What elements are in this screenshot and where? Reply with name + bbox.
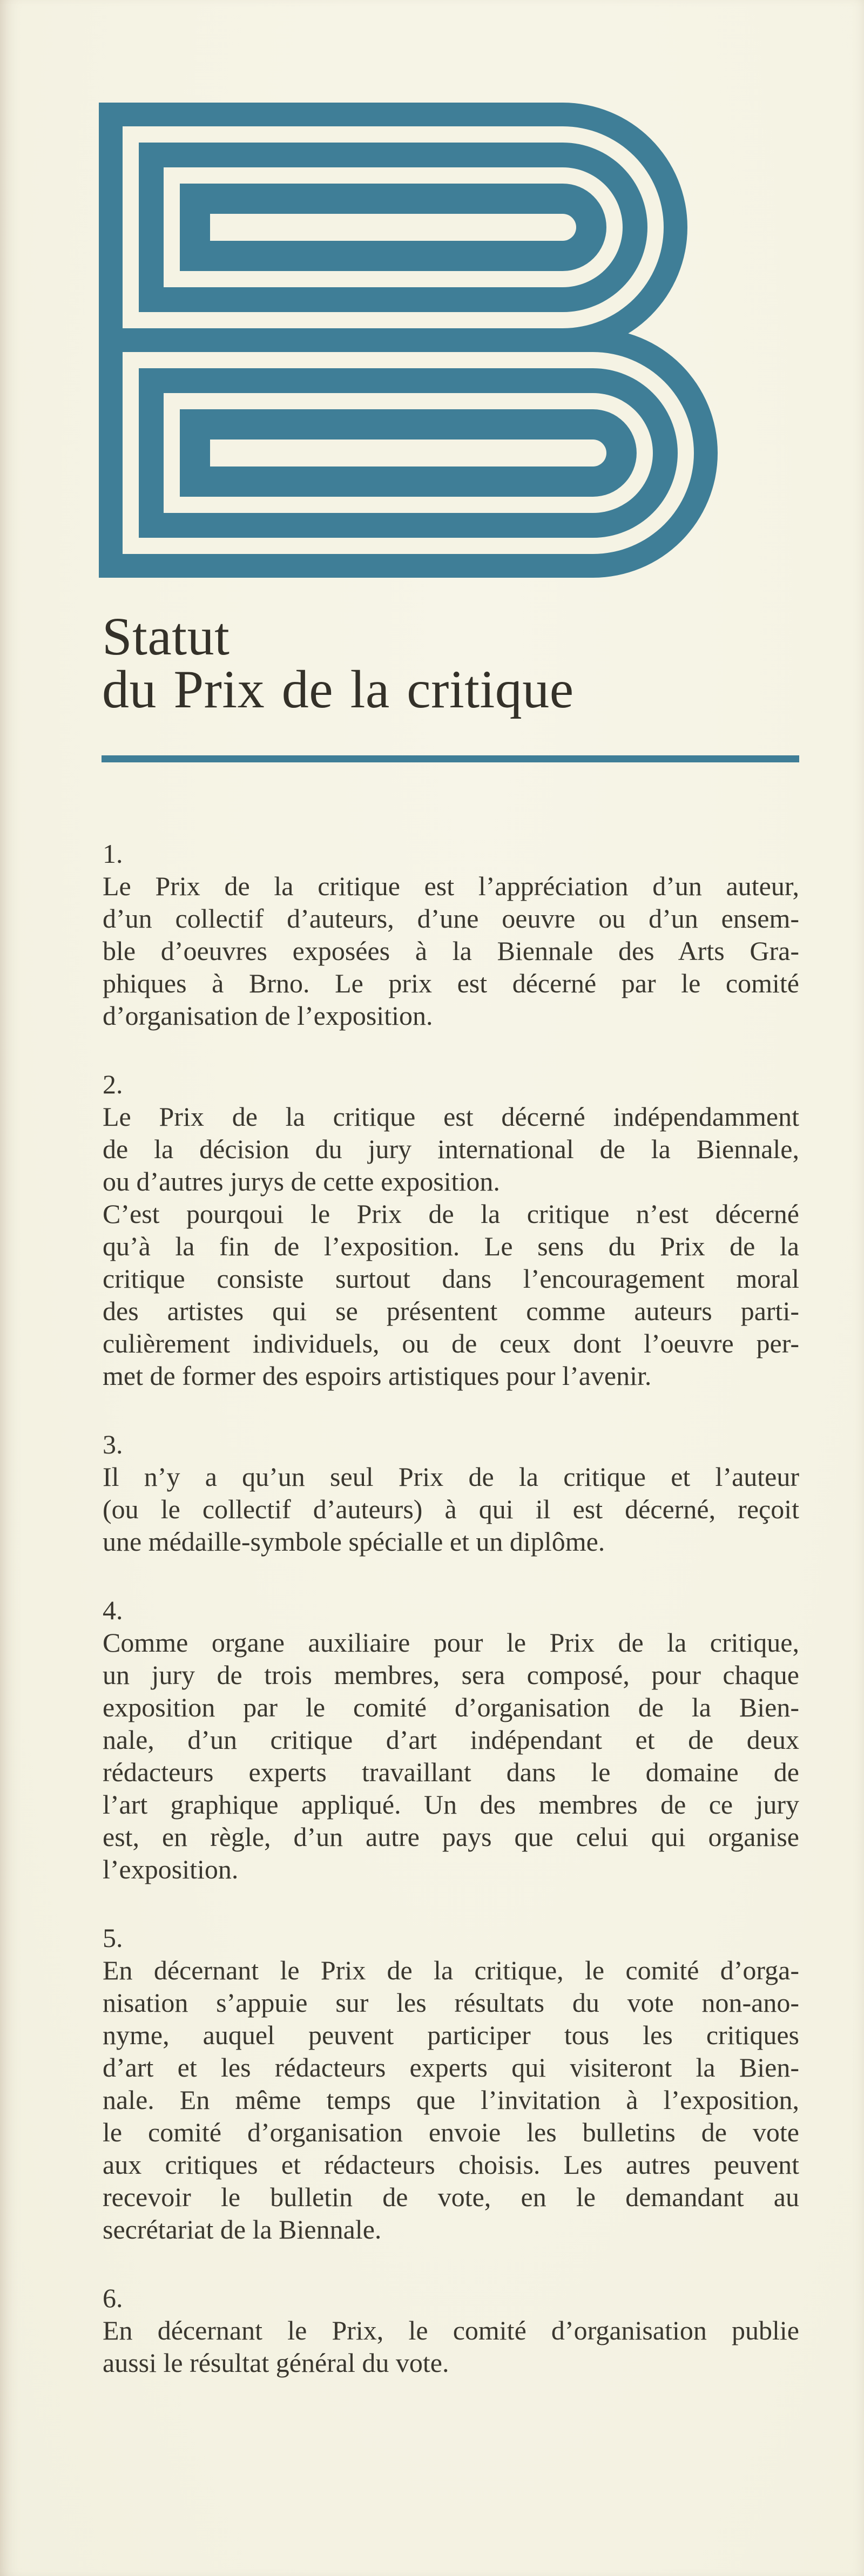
text-line: ble d’oeuvres exposées à la Biennale des Arts Gra-	[103, 936, 799, 966]
section-1	[103, 837, 799, 1032]
text-line: nale, d’un critique d’art indépendant et de deux	[103, 1725, 799, 1755]
paragraph	[103, 1626, 799, 1885]
text-line: exposition par le comité d’organisation de la Bien-	[103, 1692, 799, 1722]
paragraph	[103, 1954, 799, 2246]
text-line: Il n’y a qu’un seul Prix de la critique et l’auteur	[103, 1462, 799, 1492]
text-line: phiques à Brno. Le prix est décerné par le comité	[103, 968, 799, 998]
text-line: met de former des espoirs artistiques pour l’avenir.	[103, 1361, 652, 1391]
text-line: recevoir le bulletin de vote, en le demandant au	[103, 2182, 799, 2212]
biennale-b-logo	[99, 103, 718, 578]
b-spine	[99, 103, 123, 578]
text-line: Le Prix de la critique est décerné indépendamment	[103, 1101, 799, 1132]
paragraph	[103, 2314, 799, 2379]
paragraph	[103, 1461, 799, 1558]
text-line: d’un collectif d’auteurs, d’une oeuvre ou d’un ensem-	[103, 903, 799, 934]
section-2	[103, 1068, 799, 1392]
text-line: critique consiste surtout dans l’encouragement moral	[103, 1263, 799, 1294]
section-5	[103, 1922, 799, 2246]
text-line: secrétariat de la Biennale.	[103, 2214, 382, 2244]
text-line: nale. En même temps que l’invitation à l’exposition,	[103, 2085, 799, 2115]
text-line: le comité d’organisation envoie les bulletins de vote	[103, 2117, 799, 2147]
text-line: est, en règle, d’un autre pays que celui qui organise	[103, 1822, 799, 1852]
divider-rule	[102, 755, 799, 762]
text-line: qu’à la fin de l’exposition. Le sens du Prix de la	[103, 1231, 799, 1261]
text-line: En décernant le Prix, le comité d’organisation publie	[103, 2315, 799, 2345]
text-line: de la décision du jury international de la Biennale,	[103, 1134, 799, 1164]
b-bottom-lobe-slot	[210, 440, 606, 466]
section-number: 1.	[103, 839, 123, 869]
text-line: d’organisation de l’exposition.	[103, 1000, 433, 1031]
text-line: aux critiques et rédacteurs choisis. Les autres peuvent	[103, 2149, 799, 2180]
section-4	[103, 1594, 799, 1885]
text-line: un jury de trois membres, sera composé, pour chaque	[103, 1660, 799, 1690]
section-number: 4.	[103, 1595, 123, 1625]
paragraph	[103, 1100, 799, 1198]
text-line: l’art graphique appliqué. Un des membres de ce jury	[103, 1789, 799, 1820]
text-line: Comme organe auxiliaire pour le Prix de la critique,	[103, 1627, 799, 1658]
text-line: rédacteurs experts travaillant dans le domaine de	[103, 1757, 799, 1787]
paragraph	[103, 1198, 799, 1392]
text-line: nisation s’appuie sur les résultats du vote non-ano-	[103, 1987, 799, 2018]
section-number: 3.	[103, 1429, 123, 1459]
page-title	[102, 606, 574, 719]
title-line-1: Statut	[102, 606, 230, 666]
section-6	[103, 2282, 799, 2379]
text-line: nyme, auquel peuvent participer tous les critiques	[103, 2020, 799, 2050]
text-line: culièrement individuels, ou de ceux dont l’oeuvre per-	[103, 1328, 799, 1358]
b-top-lobe-slot	[210, 214, 576, 241]
text-line: l’exposition.	[103, 1854, 239, 1884]
text-line: ou d’autres jurys de cette exposition.	[103, 1166, 500, 1196]
text-line: d’art et les rédacteurs experts qui visiteront la Bien-	[103, 2052, 799, 2083]
section-3	[103, 1428, 799, 1558]
section-number: 2.	[103, 1069, 123, 1099]
text-line: En décernant le Prix de la critique, le comité d’orga-	[103, 1955, 799, 1985]
paragraph	[103, 870, 799, 1032]
text-line: aussi le résultat général du vote.	[103, 2348, 449, 2378]
title-line-2: du Prix de la critique	[102, 659, 574, 719]
section-number: 6.	[103, 2283, 123, 2313]
text-line: des artistes qui se présentent comme auteurs parti-	[103, 1296, 799, 1326]
text-line: (ou le collectif d’auteurs) à qui il est décerné, reçoit	[103, 1494, 799, 1524]
text-line: une médaille-symbole spécialle et un diplôme.	[103, 1526, 605, 1557]
text-line: C’est pourqoui le Prix de la critique n’est décerné	[103, 1199, 799, 1229]
section-number: 5.	[103, 1923, 123, 1953]
text-line: Le Prix de la critique est l’appréciation d’un auteur,	[103, 871, 799, 901]
statute-text	[103, 837, 799, 2379]
